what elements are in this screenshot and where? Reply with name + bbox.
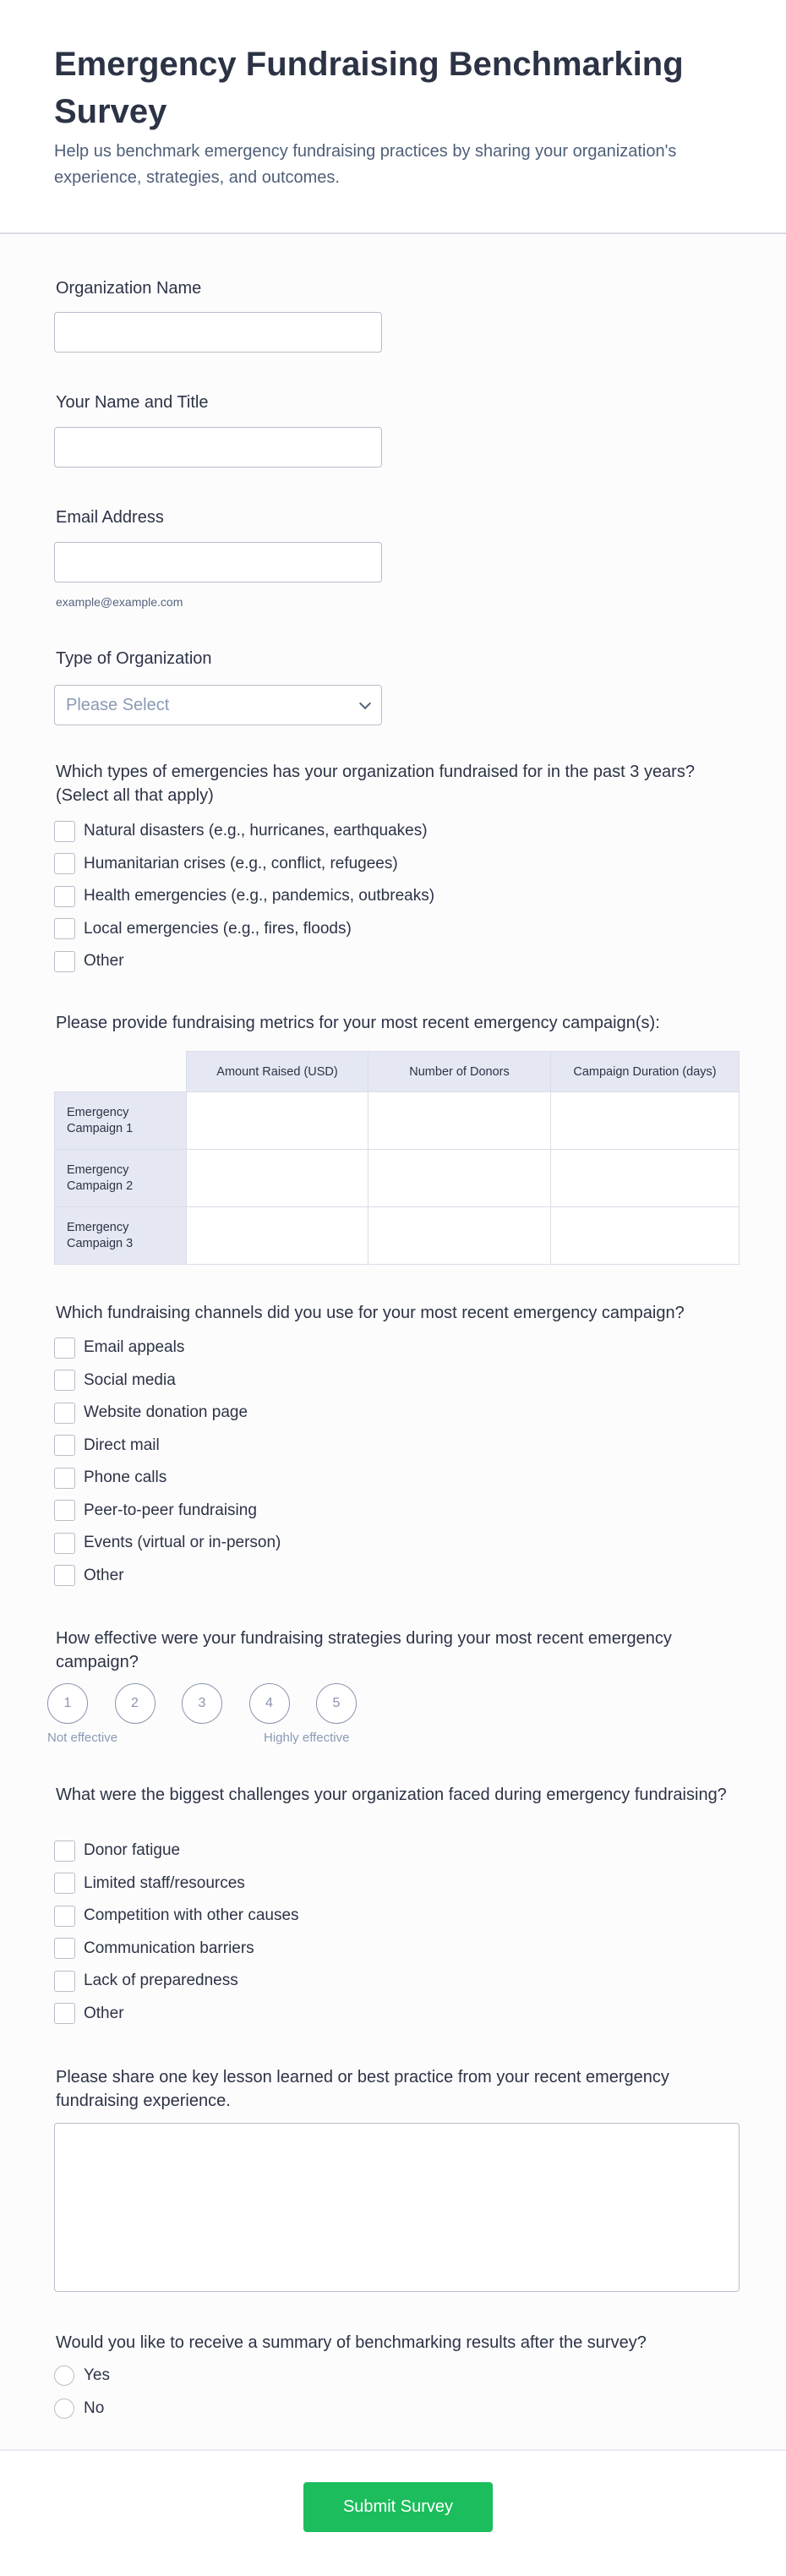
checkbox-option[interactable] [54,819,428,843]
radio-option[interactable] [54,2364,110,2387]
option-label: Other [84,952,124,970]
effectiveness-question: How effective were your fundraising strategies during your most recent emergency campaign? [56,1629,672,1671]
checkbox[interactable] [54,1565,75,1586]
checkbox-option[interactable] [54,852,398,876]
option-label: Limited staff/resources [84,1873,245,1892]
checkbox-option[interactable] [54,1369,176,1392]
checkbox-option[interactable] [54,1839,180,1862]
option-label: No [84,2399,105,2417]
org-type-select[interactable] [54,685,382,725]
matrix-row-header: Emergency Campaign 2 [55,1150,187,1207]
option-label: Events (virtual or in-person) [84,1534,281,1551]
lesson-textarea[interactable] [54,2123,740,2292]
org-type-label: Type of Organization [56,649,212,668]
emergencies-question: Which types of emergencies has your organization fundraised for in the past 3 years? (Select all that apply) [56,763,695,805]
matrix-column-header: Amount Raised (USD) [187,1052,368,1092]
checkbox[interactable] [54,918,75,939]
matrix-cell-input[interactable] [368,1150,551,1207]
matrix-column-header: Number of Donors [368,1052,551,1092]
email-label: Email Address [56,508,164,527]
checkbox-option[interactable] [54,1531,281,1555]
checkbox[interactable] [54,1370,75,1391]
checkbox[interactable] [54,1840,75,1862]
option-label: Humanitarian crises (e.g., conflict, refugees) [84,854,398,872]
checkbox-option[interactable] [54,1401,248,1425]
rating-option-2[interactable]: 2 [115,1683,156,1724]
checkbox-option[interactable] [54,949,124,973]
checkbox[interactable] [54,1938,75,1959]
checkbox[interactable] [54,886,75,907]
checkbox[interactable] [54,1906,75,1927]
checkbox[interactable] [54,2003,75,2024]
option-label: Phone calls [84,1468,167,1486]
checkbox-option[interactable] [54,917,352,941]
checkbox-option[interactable] [54,1434,160,1458]
scale-max-label: Highly effective [264,1731,350,1745]
form-body [0,236,786,2449]
option-label: Natural disasters (e.g., hurricanes, earthquakes) [84,822,428,840]
org-name-input[interactable] [54,312,382,353]
checkbox-option[interactable] [54,1969,238,1993]
checkbox[interactable] [54,1873,75,1894]
option-label: Social media [84,1370,176,1389]
matrix-row-header: Emergency Campaign 1 [55,1092,187,1150]
option-label: Communication barriers [84,1939,254,1957]
form-header [0,0,786,234]
option-label: Yes [84,2366,110,2384]
option-label: Other [84,2004,124,2022]
page-subtitle: Help us benchmark emergency fundraising practices by sharing your organization's experience, strategies, and outcomes. [54,142,677,187]
checkbox[interactable] [54,1403,75,1424]
option-label: Direct mail [84,1436,160,1454]
matrix-row-header: Emergency Campaign 3 [55,1207,187,1265]
footer-divider [0,2449,786,2451]
org-name-label: Organization Name [56,279,202,298]
matrix-cell-input[interactable] [368,1092,551,1150]
metrics-question: Please provide fundraising metrics for your most recent emergency campaign(s): [56,1014,660,1032]
option-label: Peer-to-peer fundraising [84,1501,257,1519]
checkbox-option[interactable] [54,884,434,908]
chevron-down-icon [359,697,371,708]
your-name-label: Your Name and Title [56,393,209,412]
summary-question: Would you like to receive a summary of benchmarking results after the survey? [56,2333,647,2352]
challenges-question: What were the biggest challenges your organization faced during emergency fundraising? [56,1786,727,1804]
lesson-question: Please share one key lesson learned or best practice from your recent emergency fundraising experience. [56,2068,669,2110]
checkbox[interactable] [54,1435,75,1456]
checkbox-option[interactable] [54,1466,166,1490]
checkbox-option[interactable] [54,1904,299,1928]
rating-option-1[interactable]: 1 [47,1683,88,1724]
channels-question: Which fundraising channels did you use for your most recent emergency campaign? [56,1304,685,1322]
checkbox-option[interactable] [54,1499,257,1523]
checkbox-option[interactable] [54,1872,245,1895]
checkbox-option[interactable] [54,1937,254,1961]
option-label: Other [84,1566,124,1584]
page-title: Emergency Fundraising Benchmarking Survey [54,46,684,130]
checkbox[interactable] [54,1468,75,1489]
email-input[interactable] [54,542,382,582]
checkbox[interactable] [54,1971,75,1992]
scale-min-label: Not effective [47,1731,118,1745]
option-label: Donor fatigue [84,1841,181,1859]
rating-option-4[interactable]: 4 [249,1683,290,1724]
rating-option-3[interactable]: 3 [182,1683,222,1724]
option-label: Lack of preparedness [84,1972,238,1989]
matrix-cell-input[interactable] [187,1092,368,1150]
radio-button[interactable] [54,2398,74,2419]
option-label: Competition with other causes [84,1906,299,1924]
checkbox-option[interactable] [54,1564,124,1588]
matrix-cell-input[interactable] [551,1092,740,1150]
matrix-corner [55,1052,187,1092]
option-label: Email appeals [84,1338,185,1356]
matrix-cell-input[interactable] [551,1150,740,1207]
matrix-column-header: Campaign Duration (days) [551,1052,740,1092]
org-type-placeholder: Please Select [66,695,170,714]
metrics-matrix [54,1051,740,1265]
matrix-cell-input[interactable] [187,1207,368,1265]
radio-option[interactable] [54,2397,104,2420]
rating-option-5[interactable]: 5 [316,1683,357,1724]
submit-button[interactable]: Submit Survey [303,2482,493,2532]
radio-button[interactable] [54,2365,74,2386]
checkbox-option[interactable] [54,2002,124,2026]
matrix-cell-input[interactable] [551,1207,740,1265]
checkbox[interactable] [54,1533,75,1554]
matrix-cell-input[interactable] [368,1207,551,1265]
option-label: Website donation page [84,1403,248,1421]
your-name-input[interactable] [54,427,382,468]
option-label: Health emergencies (e.g., pandemics, outbreaks) [84,887,435,905]
checkbox[interactable] [54,1500,75,1521]
checkbox[interactable] [54,821,75,842]
checkbox[interactable] [54,853,75,874]
email-hint: example@example.com [56,595,183,609]
checkbox[interactable] [54,951,75,972]
option-label: Local emergencies (e.g., fires, floods) [84,919,352,938]
matrix-cell-input[interactable] [187,1150,368,1207]
checkbox[interactable] [54,1337,75,1359]
checkbox-option[interactable] [54,1336,184,1359]
